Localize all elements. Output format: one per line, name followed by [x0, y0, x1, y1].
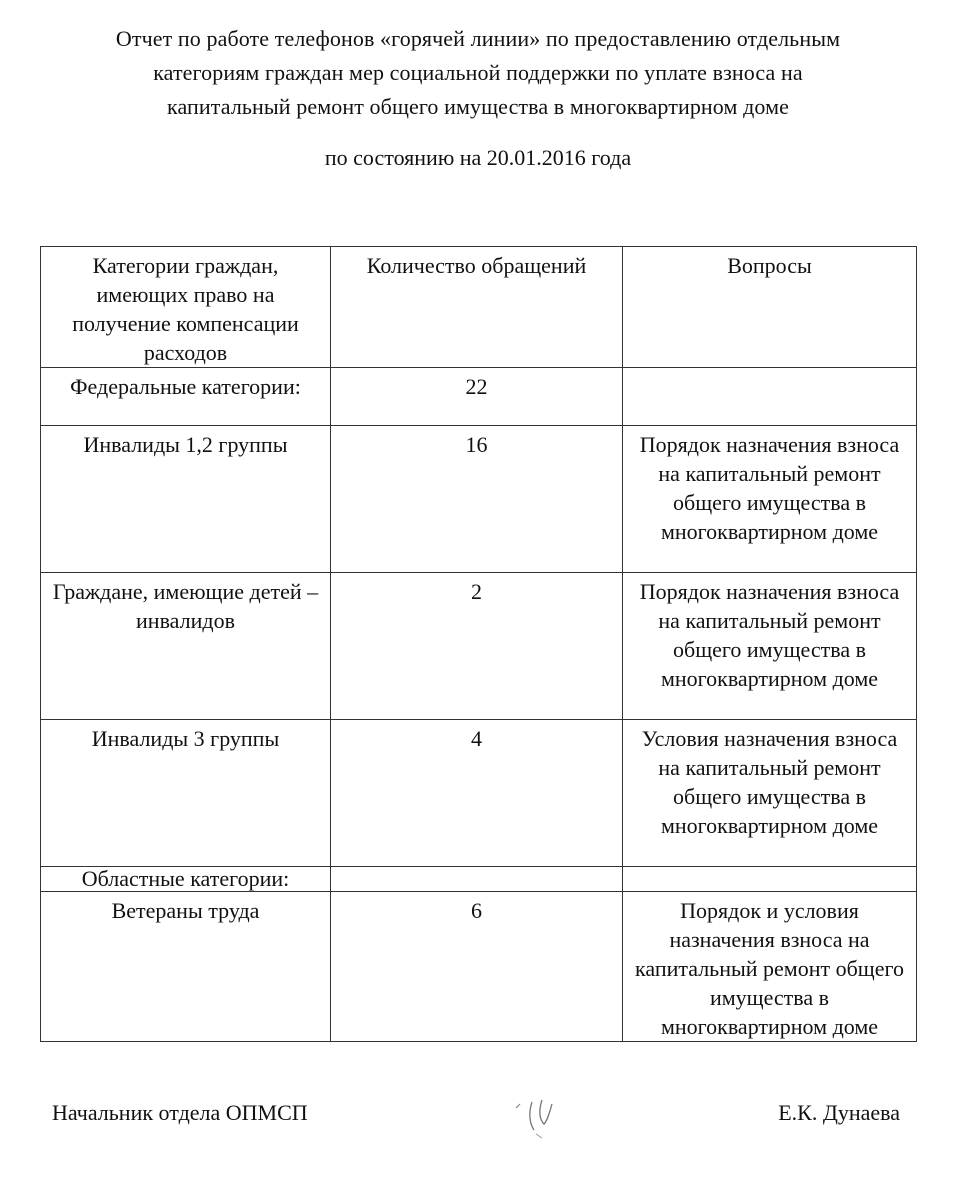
header-count: Количество обращений	[331, 247, 623, 368]
questions-cell: Порядок назначения взноса на капитальный ремонт общего имущества в многоквартирном доме	[623, 426, 917, 573]
count-cell: 2	[331, 573, 623, 720]
report-table	[40, 246, 917, 1042]
category-cell: Граждане, имеющие детей – инвалидов	[41, 573, 331, 720]
table-row	[41, 867, 917, 892]
table-row	[41, 426, 917, 573]
report-title	[40, 22, 916, 124]
header-questions: Вопросы	[623, 247, 917, 368]
count-cell	[331, 867, 623, 892]
questions-cell	[623, 368, 917, 426]
report-title-line-2: категориям граждан мер социальной поддержки по уплате взноса на	[153, 60, 803, 85]
questions-cell: Порядок назначения взноса на капитальный ремонт общего имущества в многоквартирном доме	[623, 573, 917, 720]
count-cell: 6	[331, 892, 623, 1042]
category-cell: Ветераны труда	[41, 892, 331, 1042]
handwritten-signature	[508, 1094, 568, 1144]
category-cell: Федеральные категории:	[41, 368, 331, 426]
table-row	[41, 368, 917, 426]
table-row	[41, 573, 917, 720]
questions-cell: Порядок и условия назначения взноса на капитальный ремонт общего имущества в многоквартирном доме	[623, 892, 917, 1042]
count-cell: 4	[331, 720, 623, 867]
table-row	[41, 720, 917, 867]
signer-name: Е.К. Дунаева	[778, 1100, 900, 1125]
report-date: по состоянию на 20.01.2016 года	[324, 145, 632, 170]
table-row	[41, 892, 917, 1042]
report-title-line-1: Отчет по работе телефонов «горячей линии» по предоставлению отдельным	[115, 26, 841, 51]
count-cell: 22	[331, 368, 623, 426]
questions-cell: Условия назначения взноса на капитальный ремонт общего имущества в многоквартирном доме	[623, 720, 917, 867]
table-header-row	[41, 247, 917, 368]
category-cell: Инвалиды 1,2 группы	[41, 426, 331, 573]
questions-cell	[623, 867, 917, 892]
count-cell: 16	[331, 426, 623, 573]
category-cell: Областные категории:	[41, 867, 331, 892]
report-title-line-3: капитальный ремонт общего имущества в многоквартирном доме	[167, 94, 789, 119]
signer-position: Начальник отдела ОПМСП	[52, 1100, 308, 1125]
category-cell: Инвалиды 3 группы	[41, 720, 331, 867]
header-categories: Категории граждан, имеющих право на получение компенсации расходов	[41, 247, 331, 368]
